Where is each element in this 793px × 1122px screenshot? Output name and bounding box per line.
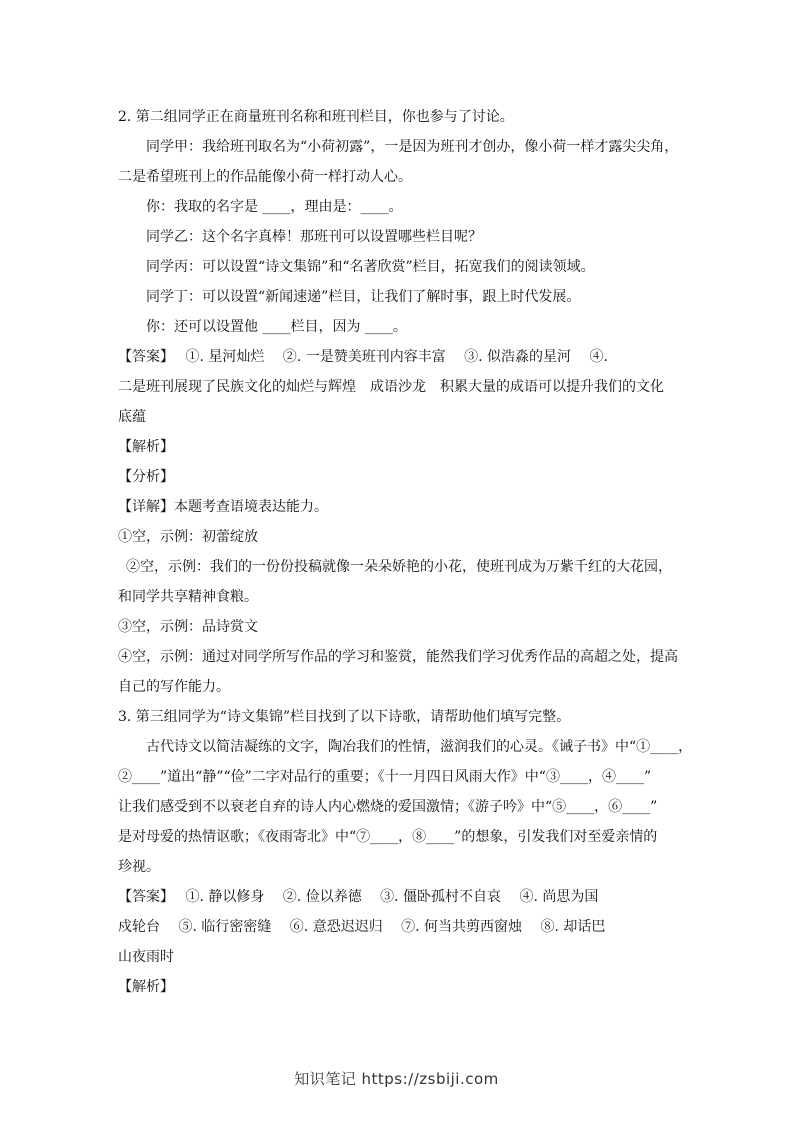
q2-xiangjie: 【详解】本题考查语境表达能力。 bbox=[118, 499, 328, 515]
q2-detail-3: ③空，示例：品诗赏文 bbox=[118, 619, 258, 635]
q2-detail-2-cont: 和同学共享精神食粮。 bbox=[118, 589, 258, 605]
q3-passage-2: ②____”道出“静”“俭”二字对品行的重要；《十一月四日风雨大作》中“③____，④____” bbox=[118, 769, 652, 785]
q2-dialogue-jia-cont: 二是希望班刊上的作品能像小荷一样打动人心。 bbox=[118, 169, 412, 185]
document-body bbox=[118, 102, 693, 1002]
q2-dialogue-ding: 同学丁：可以设置“新闻速递”栏目，让我们了解时事，跟上时代发展。 bbox=[146, 289, 581, 305]
q2-dialogue-jia: 同学甲：我给班刊取名为“小荷初露”，一是因为班刊才创办，像小荷一样才露尖尖角， bbox=[146, 139, 679, 155]
q2-dialogue-you-name: 你：我取的名字是 ____，理由是：____。 bbox=[146, 199, 403, 215]
footer-watermark: 知识笔记 https://zsbiji.com bbox=[294, 1070, 499, 1088]
q2-answer-cont: 二是班刊展现了民族文化的灿烂与辉煌 成语沙龙 积累大量的成语可以提升我们的文化 bbox=[118, 379, 664, 395]
q2-fenxi-label: 【分析】 bbox=[118, 469, 174, 485]
q2-dialogue-you-column: 你：还可以设置他 ____栏目，因为 ____。 bbox=[146, 319, 407, 335]
q3-title: 3. 第三组同学为“诗文集锦”栏目找到了以下诗歌，请帮助他们填写完整。 bbox=[118, 709, 571, 725]
q2-detail-1: ①空，示例：初蕾绽放 bbox=[118, 529, 258, 545]
q2-detail-4: ④空，示例：通过对同学所写作品的学习和鉴赏，能然我们学习优秀作品的高超之处，提高 bbox=[118, 649, 678, 665]
q3-answer: 【答案】 ①. 静以修身 ②. 俭以养德 ③. 僵卧孤村不自哀 ④. 尚思为国 bbox=[118, 889, 599, 905]
q3-answer-cont: 戍轮台 ⑤. 临行密密缝 ⑥. 意恐迟迟归 ⑦. 何当共剪西窗烛 ⑧. 却话巴 bbox=[118, 919, 606, 935]
q2-answer: 【答案】 ①. 星河灿烂 ②. 一是赞美班刊内容丰富 ③. 似浩淼的星河 ④. bbox=[118, 349, 608, 365]
q3-passage-1: 古代诗文以简洁凝练的文字，陶冶我们的性情，滋润我们的心灵。《诫子书》中“①____， bbox=[146, 739, 693, 755]
q2-answer-cont2: 底蕴 bbox=[118, 409, 146, 425]
q3-passage-4: 是对母爱的热情讴歌；《夜雨寄北》中“⑦____，⑧____”的想象，引发我们对至爱亲情的 bbox=[118, 829, 658, 845]
q2-dialogue-yi: 同学乙：这个名字真棒！那班刊可以设置哪些栏目呢？ bbox=[146, 229, 482, 245]
q2-dialogue-bing: 同学丙：可以设置“诗文集锦”和“名著欣赏”栏目，拓宽我们的阅读领域。 bbox=[146, 259, 595, 275]
q2-detail-4-cont: 自己的写作能力。 bbox=[118, 679, 230, 695]
q3-passage-5: 珍视。 bbox=[118, 859, 160, 875]
q2-jiexi-label: 【解析】 bbox=[118, 439, 174, 455]
q3-answer-cont2: 山夜雨时 bbox=[118, 949, 174, 965]
q3-passage-3: 让我们感受到不以衰老自弃的诗人内心燃烧的爱国激情；《游子吟》中“⑤____，⑥____” bbox=[118, 799, 658, 815]
q2-title: 2. 第二组同学正在商量班刊名称和班刊栏目，你也参与了讨论。 bbox=[118, 109, 514, 125]
q2-detail-2: ②空，示例：我们的一份份投稿就像一朵朵娇艳的小花，使班刊成为万紫千红的大花园， bbox=[126, 559, 672, 575]
q3-jiexi-label: 【解析】 bbox=[118, 979, 174, 995]
